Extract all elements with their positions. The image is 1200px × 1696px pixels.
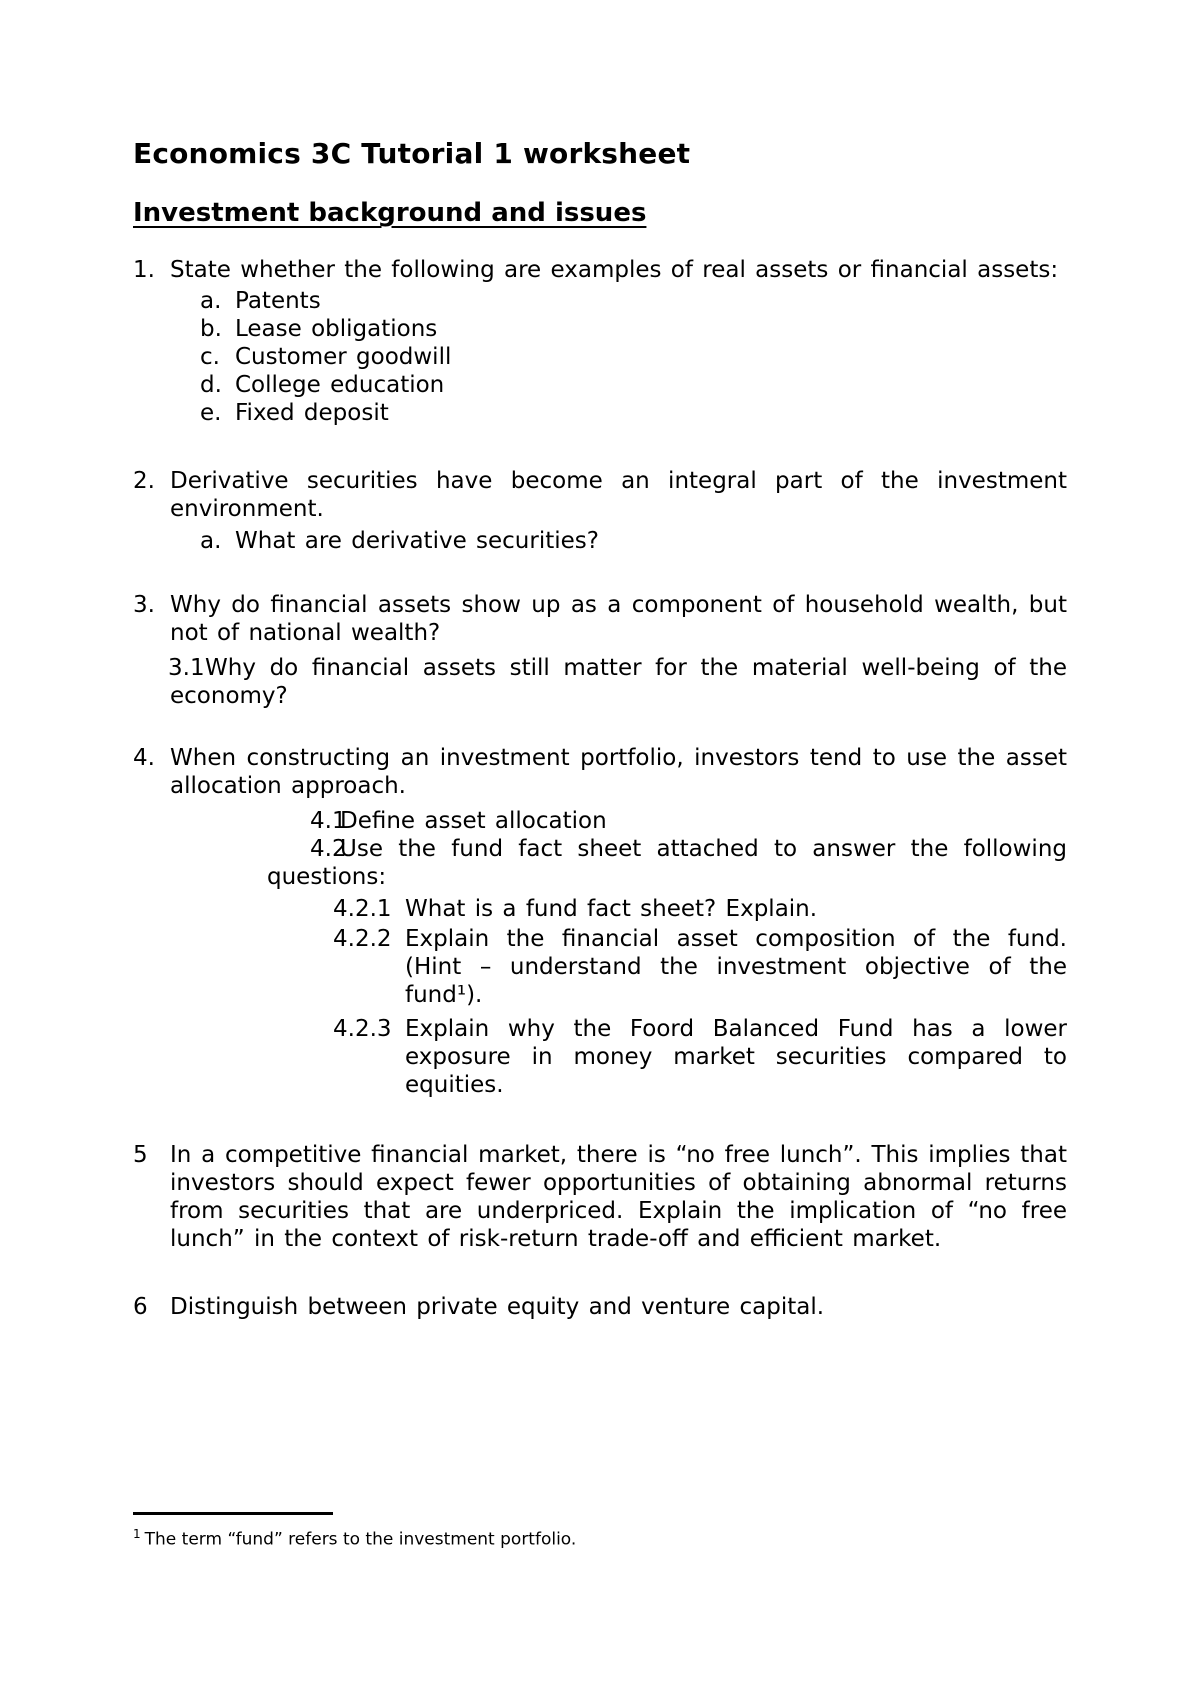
- question-4-2-3-text: Explain why the Foord Balanced Fund has a lower exposure in money market securities compared to equities.: [405, 1016, 1067, 1098]
- question-4-2-3: [333, 1015, 1067, 1099]
- question-5-text: In a competitive financial market, there is “no free lunch”. This implies that investors should expect fewer opportunities of obtaining abnormal returns from securities that are underpriced. Explain the implication of “no free lunch” in the context of risk-return trade-off and efficient market.: [170, 1142, 1067, 1252]
- question-4-2-3-number: 4.2.3: [333, 1016, 392, 1042]
- question-1-text: State whether the following are examples of real assets or financial assets:: [170, 257, 1059, 283]
- question-1-item-b-letter: b.: [200, 316, 222, 342]
- question-1-item-e: [200, 399, 1067, 427]
- document-title: Economics 3C Tutorial 1 worksheet: [133, 137, 691, 170]
- question-1-item-d-text: College education: [235, 372, 445, 398]
- question-3-1-number: 3.1: [168, 655, 205, 681]
- question-2-item-a-text: What are derivative securities?: [235, 528, 599, 554]
- question-1-item-a: [200, 287, 1067, 315]
- footnote-marker: 1: [133, 1527, 141, 1541]
- question-4-1: [267, 807, 1067, 835]
- question-1-item-b: [200, 315, 1067, 343]
- question-4-2-2: [333, 925, 1067, 1009]
- question-3-text: Why do financial assets show up as a component of household wealth, but not of national wealth?: [170, 592, 1067, 646]
- question-4-number: 4.: [133, 745, 155, 771]
- question-2-text: Derivative securities have become an integral part of the investment environment.: [170, 468, 1067, 522]
- question-3-number: 3.: [133, 592, 155, 618]
- question-1-item-b-text: Lease obligations: [235, 316, 438, 342]
- question-1-item-e-text: Fixed deposit: [235, 400, 389, 426]
- question-4-1-number: 4.1: [310, 808, 347, 834]
- question-4-2-text: Use the fund fact sheet attached to answer the following questions:: [267, 836, 1067, 890]
- question-4-1-text: Define asset allocation: [340, 808, 607, 834]
- question-4-2-2-text: Explain the financial asset composition of the fund. (Hint – understand the investment objective of the fund¹).: [405, 926, 1067, 1008]
- question-4-2-1-text: What is a fund fact sheet? Explain.: [405, 896, 818, 922]
- footnote: [133, 1523, 933, 1551]
- question-1-item-d-letter: d.: [200, 372, 222, 398]
- question-3-1: [170, 654, 1067, 710]
- question-1-item-c-letter: c.: [200, 344, 220, 370]
- question-2-item-a-letter: a.: [200, 528, 222, 554]
- question-2: [133, 467, 1067, 523]
- question-1-item-c: [200, 343, 1067, 371]
- question-1-item-d: [200, 371, 1067, 399]
- section-heading: Investment background and issues: [133, 198, 647, 228]
- question-4-2-1: [333, 895, 1067, 923]
- question-4: [133, 744, 1067, 800]
- question-1-item-e-letter: e.: [200, 400, 222, 426]
- question-2-number: 2.: [133, 468, 155, 494]
- question-1-item-c-text: Customer goodwill: [235, 344, 452, 370]
- question-1-number: 1.: [133, 257, 155, 283]
- question-1-item-a-letter: a.: [200, 288, 222, 314]
- question-4-text: When constructing an investment portfolio, investors tend to use the asset allocation approach.: [170, 745, 1067, 799]
- footnote-separator-rule: [133, 1512, 333, 1515]
- question-2-item-a: [200, 527, 1067, 555]
- question-3-1-text: Why do financial assets still matter for the material well-being of the economy?: [170, 655, 1067, 709]
- question-6-text: Distinguish between private equity and venture capital.: [170, 1294, 825, 1320]
- question-1-item-a-text: Patents: [235, 288, 321, 314]
- question-5: [133, 1141, 1067, 1253]
- footnote-text: The term “fund” refers to the investment portfolio.: [144, 1529, 577, 1550]
- question-3: [133, 591, 1067, 647]
- question-1: [133, 256, 1067, 284]
- question-4-2-2-number: 4.2.2: [333, 926, 392, 952]
- question-6: [133, 1293, 1067, 1321]
- question-4-2-number: 4.2: [310, 836, 347, 862]
- question-4-2-1-number: 4.2.1: [333, 896, 392, 922]
- question-4-2: [267, 835, 1067, 891]
- question-5-number: 5: [133, 1142, 148, 1168]
- footnote-area: [133, 1512, 933, 1551]
- question-6-number: 6: [133, 1294, 148, 1320]
